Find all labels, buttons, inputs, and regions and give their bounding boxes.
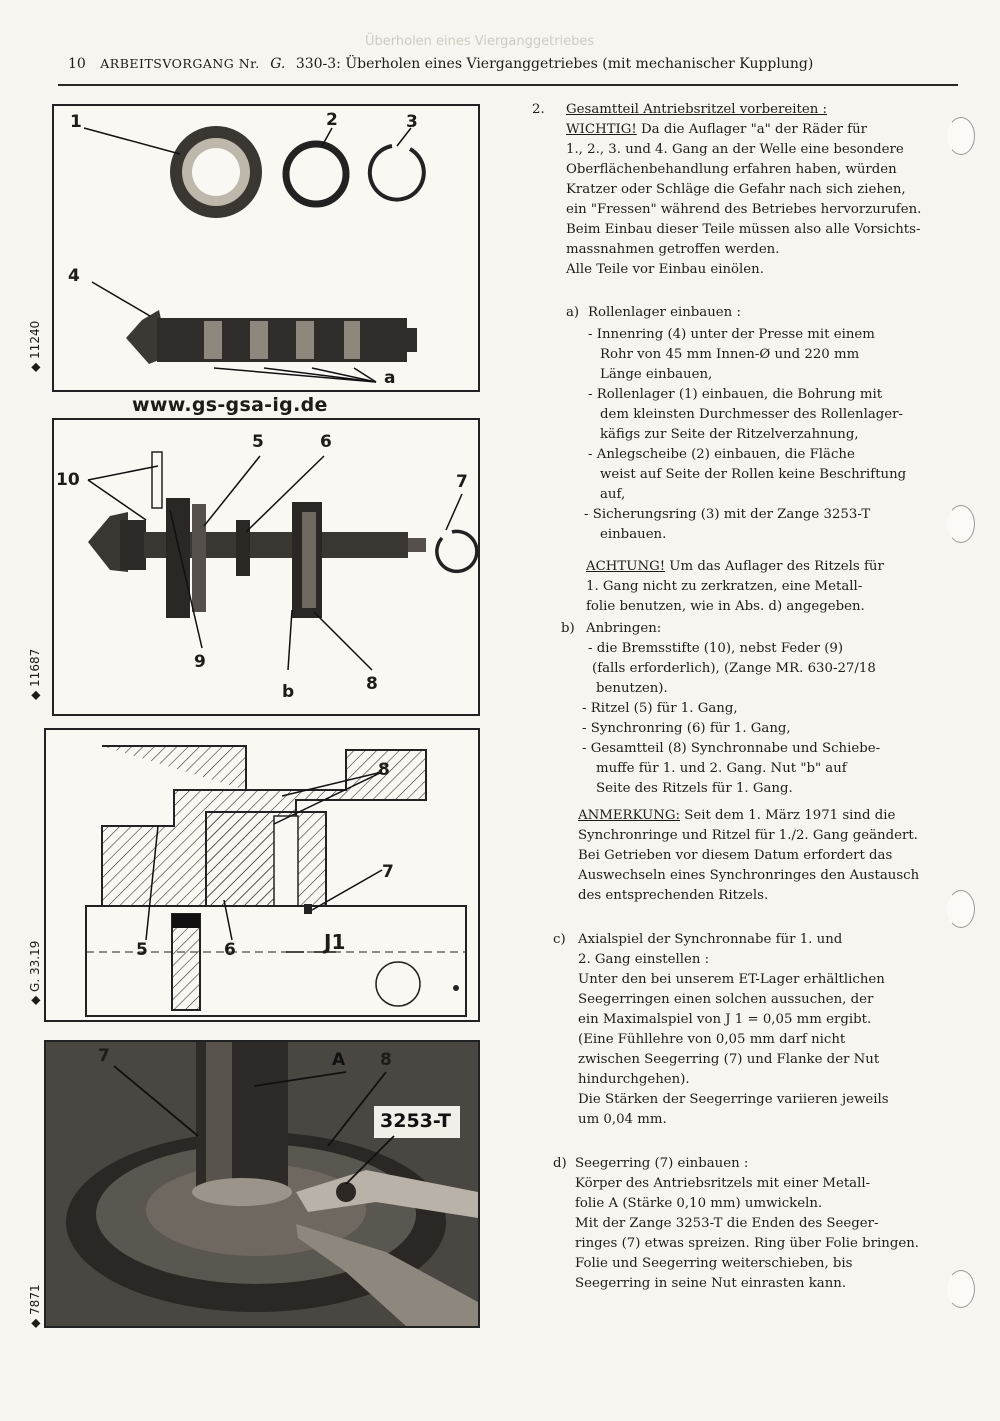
step-d-line: Folie und Seegerring weiterschieben, bis: [575, 1256, 853, 1271]
note-line: des entsprechenden Ritzels.: [578, 888, 769, 903]
step-b-label: b): [561, 621, 575, 636]
step-a-line: auf,: [600, 487, 626, 502]
step-a-line: weist auf Seite der Rollen keine Beschriftung: [600, 467, 907, 482]
figure-1-drawing: [54, 106, 478, 390]
fig3-label-j1: J1: [324, 930, 346, 954]
note-line: Auswechseln eines Synchronringes den Austausch: [578, 868, 920, 883]
step-a-line: - Rollenlager (1) einbauen, die Bohrung mit: [588, 387, 883, 402]
step-a-title: Rollenlager einbauen :: [588, 305, 741, 320]
page-header: [68, 56, 878, 72]
step-c-line: Die Stärken der Seegerringe variieren jeweils: [578, 1092, 889, 1107]
warning-line: Beim Einbau dieser Teile müssen also alle Vorsichts-: [566, 222, 921, 237]
fig2-label-5: 5: [252, 432, 264, 452]
section-title: Gesamtteil Antriebsritzel vorbereiten :: [566, 102, 827, 117]
step-c-body: [578, 930, 889, 1130]
note-block: ANMERKUNG: Seit dem 1. März 1971 sind die Synchronringe und Ritzel für 1./2. Gang geändert. Bei Getrieben vor diesem Datum erfordert das Auswechseln eines Synchronringes den Austausch des entsprechenden Ritzels.: [578, 806, 919, 906]
note-line: Bei Getrieben vor diesem Datum erfordert das: [578, 848, 893, 863]
side-ref-1: ◆ 11240: [28, 320, 42, 372]
page-number: 10: [68, 56, 86, 72]
warning-line: Oberflächenbehandlung erfahren haben, würden: [566, 162, 897, 177]
side-ref-4: ◆ 7871: [28, 1284, 42, 1328]
step-b-line: (falls erforderlich), (Zange MR. 630-27/18: [592, 661, 876, 676]
step-c-line: hindurchgehen).: [578, 1072, 690, 1087]
fig3-label-5: 5: [136, 940, 148, 960]
figure-4-drawing: [46, 1042, 478, 1326]
note-label: ANMERKUNG:: [578, 808, 680, 823]
step-d-line: Mit der Zange 3253-T die Enden des Seeger-: [575, 1216, 879, 1231]
website-watermark: www.gs-gsa-ig.de: [132, 394, 328, 416]
step-b-title: Anbringen:: [586, 621, 662, 636]
ghost-title: Überholen eines Vierganggetriebes: [365, 34, 595, 49]
step-d-line: ringes (7) etwas spreizen. Ring über Folie bringen.: [575, 1236, 919, 1251]
step-d-body: [575, 1154, 919, 1294]
figure-2-drawing: [54, 420, 478, 714]
fig2-label-10: 10: [56, 470, 80, 490]
fig4-label-8: 8: [380, 1050, 392, 1070]
step-b-line: benutzen).: [596, 681, 668, 696]
caution-line: folie benutzen, wie in Abs. d) angegeben.: [586, 599, 865, 614]
caution-label: ACHTUNG!: [586, 559, 666, 574]
punch-hole: [947, 505, 975, 543]
step-c-line: 2. Gang einstellen :: [578, 952, 710, 967]
punch-hole: [947, 1270, 975, 1308]
step-a-line: - Sicherungsring (3) mit der Zange 3253-T: [584, 507, 871, 522]
step-d-label: d): [553, 1156, 567, 1171]
note-line: Synchronringe und Ritzel für 1./2. Gang geändert.: [578, 828, 918, 843]
warning-line: Alle Teile vor Einbau einölen.: [566, 262, 764, 277]
punch-hole: [947, 117, 975, 155]
step-c-line: Seegerringen einen solchen aussuchen, der: [578, 992, 874, 1007]
fig1-label-2: 2: [326, 110, 338, 130]
warning-line: ein "Fressen" während des Betriebes hervorzurufen.: [566, 202, 922, 217]
step-c-label: c): [553, 932, 566, 947]
warning-line: Kratzer oder Schläge die Gefahr nach sich ziehen,: [566, 182, 906, 197]
fig1-label-3: 3: [406, 112, 418, 132]
figure-pinion-assembly: [52, 418, 480, 716]
fig2-label-7: 7: [456, 472, 468, 492]
warning-line: 1., 2., 3. und 4. Gang an der Welle eine besondere: [566, 142, 904, 157]
fig3-label-7: 7: [382, 862, 394, 882]
step-a-line: Rohr von 45 mm Innen-Ø und 220 mm: [600, 347, 860, 362]
fig2-label-8: 8: [366, 674, 378, 694]
side-ref-3: ◆ G. 33.19: [28, 940, 42, 1005]
figure-circlip-installation-photo: [44, 1040, 480, 1328]
figure-cross-section: [44, 728, 480, 1022]
caution-block: ACHTUNG! Um das Auflager des Ritzels für 1. Gang nicht zu zerkratzen, eine Metall- folie benutzen, wie in Abs. d) angegeben.: [586, 557, 884, 617]
section-body: [566, 100, 921, 280]
step-b-line: - Gesamtteil (8) Synchronnabe und Schiebe-: [582, 741, 881, 756]
step-c-line: (Eine Fühllehre von 0,05 mm darf nicht: [578, 1032, 846, 1047]
fig4-label-a: A: [332, 1050, 346, 1070]
caution-line: 1. Gang nicht zu zerkratzen, eine Metall-: [586, 579, 863, 594]
fig1-label-a: a: [384, 368, 396, 388]
step-b-line: Seite des Ritzels für 1. Gang.: [596, 781, 793, 796]
step-a-line: Länge einbauen,: [600, 367, 713, 382]
step-b-line: - die Bremsstifte (10), nebst Feder (9): [588, 641, 844, 656]
fig3-label-8: 8: [378, 760, 390, 780]
step-b-body: [582, 639, 881, 799]
figure-3-drawing: [46, 730, 478, 1020]
fig4-label-7: 7: [98, 1046, 110, 1066]
fig2-label-9: 9: [194, 652, 206, 672]
step-b-line: muffe für 1. und 2. Gang. Nut "b" auf: [596, 761, 847, 776]
fig3-label-6: 6: [224, 940, 236, 960]
step-a-line: - Anlegscheibe (2) einbauen, die Fläche: [588, 447, 855, 462]
step-b-line: - Synchronring (6) für 1. Gang,: [582, 721, 791, 736]
page-title: 330-3: Überholen eines Vierganggetriebes (mit mechanischer Kupplung): [295, 56, 814, 72]
step-a-body: [584, 325, 907, 545]
warning-line: massnahmen getroffen werden.: [566, 242, 780, 257]
step-d-line: Seegerring in seine Nut einrasten kann.: [575, 1276, 847, 1291]
fig1-label-1: 1: [70, 112, 82, 132]
warning-first-line: WICHTIG! Da die Auflager "a" der Räder für: [566, 122, 868, 137]
step-b-line: - Ritzel (5) für 1. Gang,: [582, 701, 738, 716]
step-a-line: - Innenring (4) unter der Presse mit einem: [588, 327, 875, 342]
step-c-title: Axialspiel der Synchronnabe für 1. und: [578, 932, 843, 947]
step-a-label: a): [566, 305, 580, 320]
step-a-line: einbauen.: [600, 527, 667, 542]
section-number: 2.: [532, 102, 545, 117]
fig2-label-6: 6: [320, 432, 332, 452]
step-d-line: Körper des Antriebsritzels mit einer Metall-: [575, 1176, 871, 1191]
side-ref-2: ◆ 11687: [28, 648, 42, 700]
step-d-line: folie A (Stärke 0,10 mm) umwickeln.: [575, 1196, 823, 1211]
punch-hole: [947, 890, 975, 928]
step-c-line: ein Maximalspiel von J 1 = 0,05 mm ergibt.: [578, 1012, 872, 1027]
step-d-title: Seegerring (7) einbauen :: [575, 1156, 749, 1171]
step-c-line: zwischen Seegerring (7) und Flanke der Nut: [578, 1052, 880, 1067]
step-c-line: Unter den bei unserem ET-Lager erhältlichen: [578, 972, 885, 987]
fig1-label-4: 4: [68, 266, 80, 286]
step-a-line: dem kleinsten Durchmesser des Rollenlager-: [600, 407, 904, 422]
operation-code: G.: [270, 56, 286, 72]
fig4-label-tool: 3253-T: [380, 1110, 451, 1132]
fig2-label-b: b: [282, 682, 295, 702]
operation-label: ARBEITSVORGANG Nr.: [100, 56, 260, 71]
step-a-line: käfigs zur Seite der Ritzelverzahnung,: [600, 427, 859, 442]
header-rule: [58, 84, 958, 86]
step-c-line: um 0,04 mm.: [578, 1112, 667, 1127]
figure-bearing-parts: [52, 104, 480, 392]
